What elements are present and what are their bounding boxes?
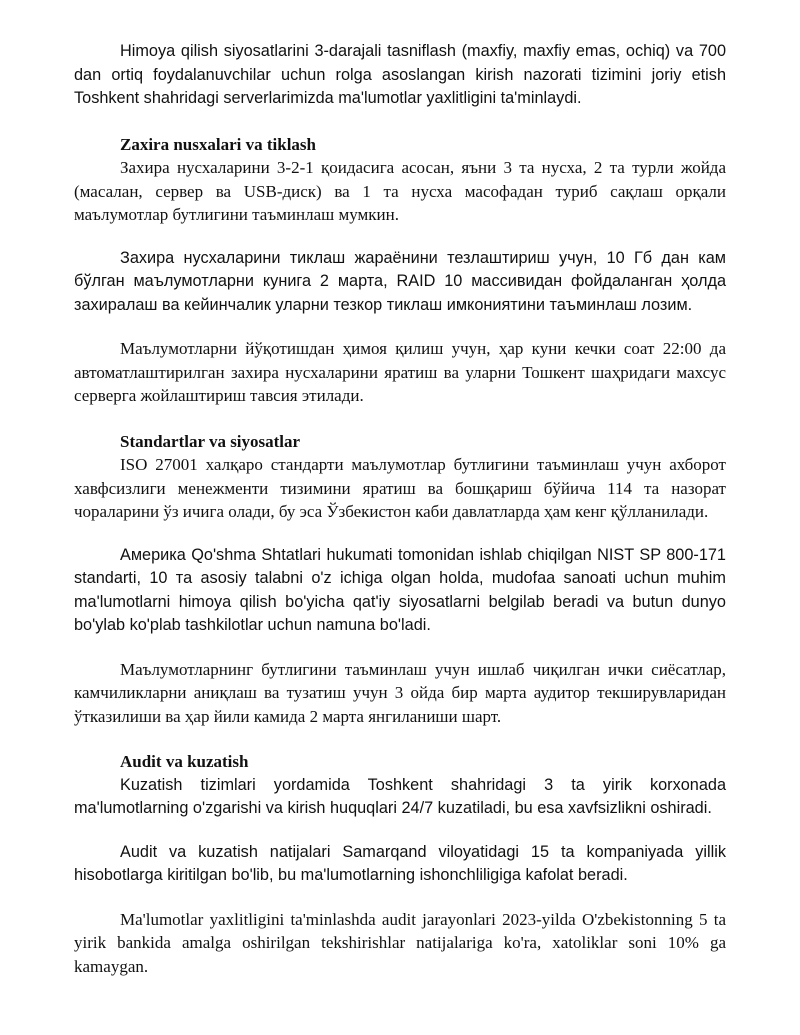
standards-paragraph-1: ISO 27001 халқаро стандарти маълумотлар бутлигини таъминлаш учун ахборот хавфсизлиги менежменти тизимини яратиш ва бошқариш бўйича 114 та назорат чораларини ўз ичига олади, бу эса Ўзбекистон каби давлатларда ҳам кенг қўлланилади. (74, 455, 726, 521)
heading-standards: Standartlar va siyosatlar (120, 431, 301, 451)
standards-paragraph-3: Маълумотларнинг бутлигини таъминлаш учун ишлаб чиқилган ички сиёсатлар, камчиликларни аниқлаш ва тузатиш учун 3 ойда бир марта аудитор текширувларидан ўтказилиши ва ҳар йили камида 2 марта янгиланиши шарт. (74, 659, 726, 726)
standards-paragraph-2: Америка Qo'shma Shtatlari hukumati tomonidan ishlab chiqilgan NIST SP 800-171 standarti, 10 та asosiy talabni o'z ichiga olgan holda, mudofaa sanoati uchun muhim ma'lumotlarni himoya qilish bo'yicha qat'iy siyosatlarni belgilab beradi va butun dunyo bo'ylab ko'plab tashkilotlar uchun namuna bo'ladi. (74, 545, 726, 634)
backup-paragraph-1: Захира нусхаларини 3-2-1 қоидасига асосан, яъни 3 та нусха, 2 та турли жойда (масалан, сервер ва USB-диск) ва 1 та нусха масофадан туриб сақлаш орқали маълумотлар бутлигини таъминлаш мумкин. (74, 158, 726, 224)
heading-audit: Audit va kuzatish (120, 752, 249, 771)
backup-paragraph-3: Маълумотларни йўқотишдан ҳимоя қилиш учун, ҳар куни кечки соат 22:00 да автоматлаштирилган захира нусхаларини яратиш ва уларни Тошкент шаҳридаги махсус серверга жойлаштириш тавсия этилади. (74, 339, 726, 405)
backup-paragraph-2: Захира нусхаларини тиклаш жараёнини тезлаштириш учун, 10 Гб дан кам бўлган маълумотларни кунига 2 марта, RAID 10 массивидан фойдаланган ҳолда захиралаш ва кейинчалик уларни тезкор тиклаш имкониятини таъминлаш лозим. (74, 248, 726, 314)
audit-paragraph-1: Kuzatish tizimlari yordamida Toshkent shahridagi 3 ta yirik korxonada ma'lumotlarning o'zgarishi va kirish huquqlari 24/7 kuzatiladi, bu esa xavfsizlikni oshiradi. (74, 775, 726, 817)
intro-paragraph: Himoya qilish siyosatlarini 3-darajali tasniflash (maxfiy, maxfiy emas, ochiq) va 700 dan ortiq foydalanuvchilar uchun rolga asoslangan kirish nazorati tizimini joriy etish Toshkent shahridagi serverlarimizda ma'lumotlar yaxlitligini ta'minlaydi. (74, 42, 726, 107)
audit-paragraph-2: Audit va kuzatish natijalari Samarqand viloyatidagi 15 ta kompaniyada yillik hisobotlarga kiritilgan bo'lib, bu ma'lumotlarning ishonchliligiga kafolat beradi. (74, 842, 726, 884)
audit-paragraph-3: Ma'lumotlar yaxlitligini ta'minlashda audit jarayonlari 2023-yilda O'zbekistonning 5 ta yirik bankida amalga oshirilgan tekshirishlar natijalariga ko'ra, xatoliklar soni 10% ga kamaygan. (74, 909, 726, 976)
heading-backup: Zaxira nusxalari va tiklash (120, 134, 317, 154)
document-page (74, 40, 726, 978)
